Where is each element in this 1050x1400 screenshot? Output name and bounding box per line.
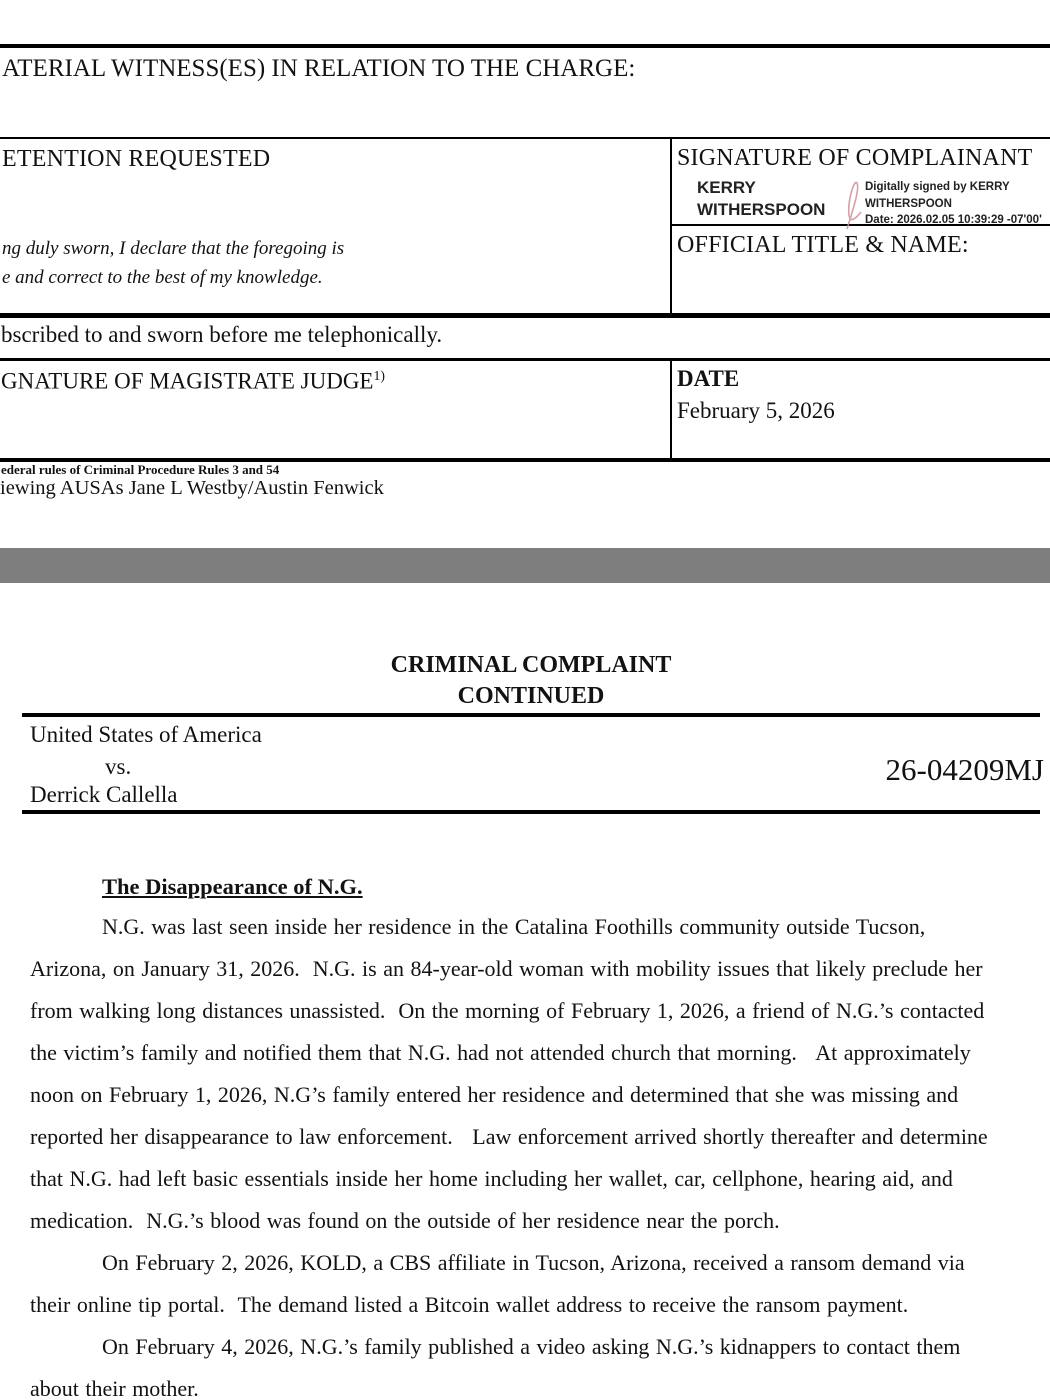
cell-divider bbox=[670, 358, 672, 458]
caption-top-border bbox=[22, 713, 1040, 717]
body-line: from walking long distances unassisted. On the morning of February 1, 2026, a friend of N.G.’s contacted bbox=[30, 998, 985, 1023]
digital-signature-details bbox=[865, 179, 1042, 229]
magistrate-label-text: GNATURE OF MAGISTRATE JUDGE bbox=[1, 368, 374, 394]
sig-detail-line2: WITHERSPOON bbox=[865, 197, 952, 210]
body-line: reported her disappearance to law enforcement. Law enforcement arrived shortly thereafter and determine bbox=[30, 1124, 988, 1149]
body-line: their online tip portal. The demand listed a Bitcoin wallet address to receive the ransom payment. bbox=[30, 1292, 909, 1317]
body-line: N.G. was last seen inside her residence in the Catalina Foothills community outside Tucson, bbox=[102, 914, 926, 939]
sworn-telephonically-line: bscribed to and sworn before me telephonically. bbox=[1, 322, 443, 347]
adobe-signature-flourish-icon bbox=[841, 179, 865, 231]
title-criminal-complaint: CRIMINAL COMPLAINT bbox=[390, 652, 672, 678]
section-heading: The Disappearance of N.G. bbox=[102, 874, 363, 899]
footnote-reference: 1) bbox=[373, 368, 385, 383]
signer-last-name: WITHERSPOON bbox=[697, 200, 826, 219]
page-separator-bar bbox=[0, 548, 1050, 583]
body-line: Arizona, on January 31, 2026. N.G. is an 84-year-old woman with mobility issues that likely preclude her bbox=[30, 956, 983, 981]
sig-detail-line1: Digitally signed by KERRY bbox=[865, 181, 1010, 193]
caption-plaintiff: United States of America bbox=[30, 722, 262, 747]
date-value: February 5, 2026 bbox=[677, 398, 835, 423]
body-text bbox=[30, 910, 1050, 1400]
caption-vs: vs. bbox=[105, 754, 132, 779]
body-line: On February 2, 2026, KOLD, a CBS affiliate in Tucson, Arizona, received a ransom demand via bbox=[102, 1250, 965, 1275]
row-border-thick bbox=[0, 313, 1050, 318]
body-line: the victim’s family and notified them that N.G. had not attended church that morning. At approximately bbox=[30, 1040, 971, 1065]
oath-text-line2: e and correct to the best of my knowledge. bbox=[2, 267, 323, 288]
row-border bbox=[0, 358, 1050, 361]
detention-requested-label: ETENTION REQUESTED bbox=[2, 146, 271, 172]
signer-first-name: KERRY bbox=[697, 178, 756, 197]
date-label: DATE bbox=[677, 366, 740, 391]
material-witness-line: ATERIAL WITNESS(ES) IN RELATION TO THE CHARGE: bbox=[2, 55, 636, 82]
form-top-border bbox=[0, 44, 1050, 48]
ausa-line: iewing AUSAs Jane L Westby/Austin Fenwick bbox=[0, 477, 384, 499]
page2-title bbox=[22, 650, 1040, 712]
title-continued: CONTINUED bbox=[457, 683, 605, 709]
oath-text-line1: ng duly sworn, I declare that the foregoing is bbox=[2, 238, 345, 259]
rules-footnote: ederal rules of Criminal Procedure Rules 3 and 54 bbox=[1, 462, 280, 477]
sig-detail-line3: Date: 2026.02.05 10:39:29 -07'00' bbox=[865, 214, 1042, 226]
digital-signature-name bbox=[697, 177, 825, 221]
body-line: On February 4, 2026, N.G.’s family published a video asking N.G.’s kidnappers to contact them bbox=[102, 1334, 961, 1359]
row-border bbox=[0, 137, 1050, 139]
body-line: noon on February 1, 2026, N.G’s family entered her residence and determined that she was missing and bbox=[30, 1082, 959, 1107]
body-line: medication. N.G.’s blood was found on the outside of her residence near the porch. bbox=[30, 1208, 780, 1233]
official-title-label: OFFICIAL TITLE & NAME: bbox=[677, 232, 969, 258]
magistrate-signature-label bbox=[1, 368, 385, 395]
body-line: that N.G. had left basic essentials inside her home including her wallet, car, cellphone, hearing aid, and bbox=[30, 1166, 953, 1191]
caption-bottom-border bbox=[22, 810, 1040, 814]
caption-defendant: Derrick Callella bbox=[30, 782, 178, 807]
signature-of-complainant-label: SIGNATURE OF COMPLAINANT bbox=[677, 145, 1033, 171]
body-line: about their mother. bbox=[30, 1376, 199, 1400]
case-number: 26-04209MJ bbox=[885, 752, 1044, 787]
